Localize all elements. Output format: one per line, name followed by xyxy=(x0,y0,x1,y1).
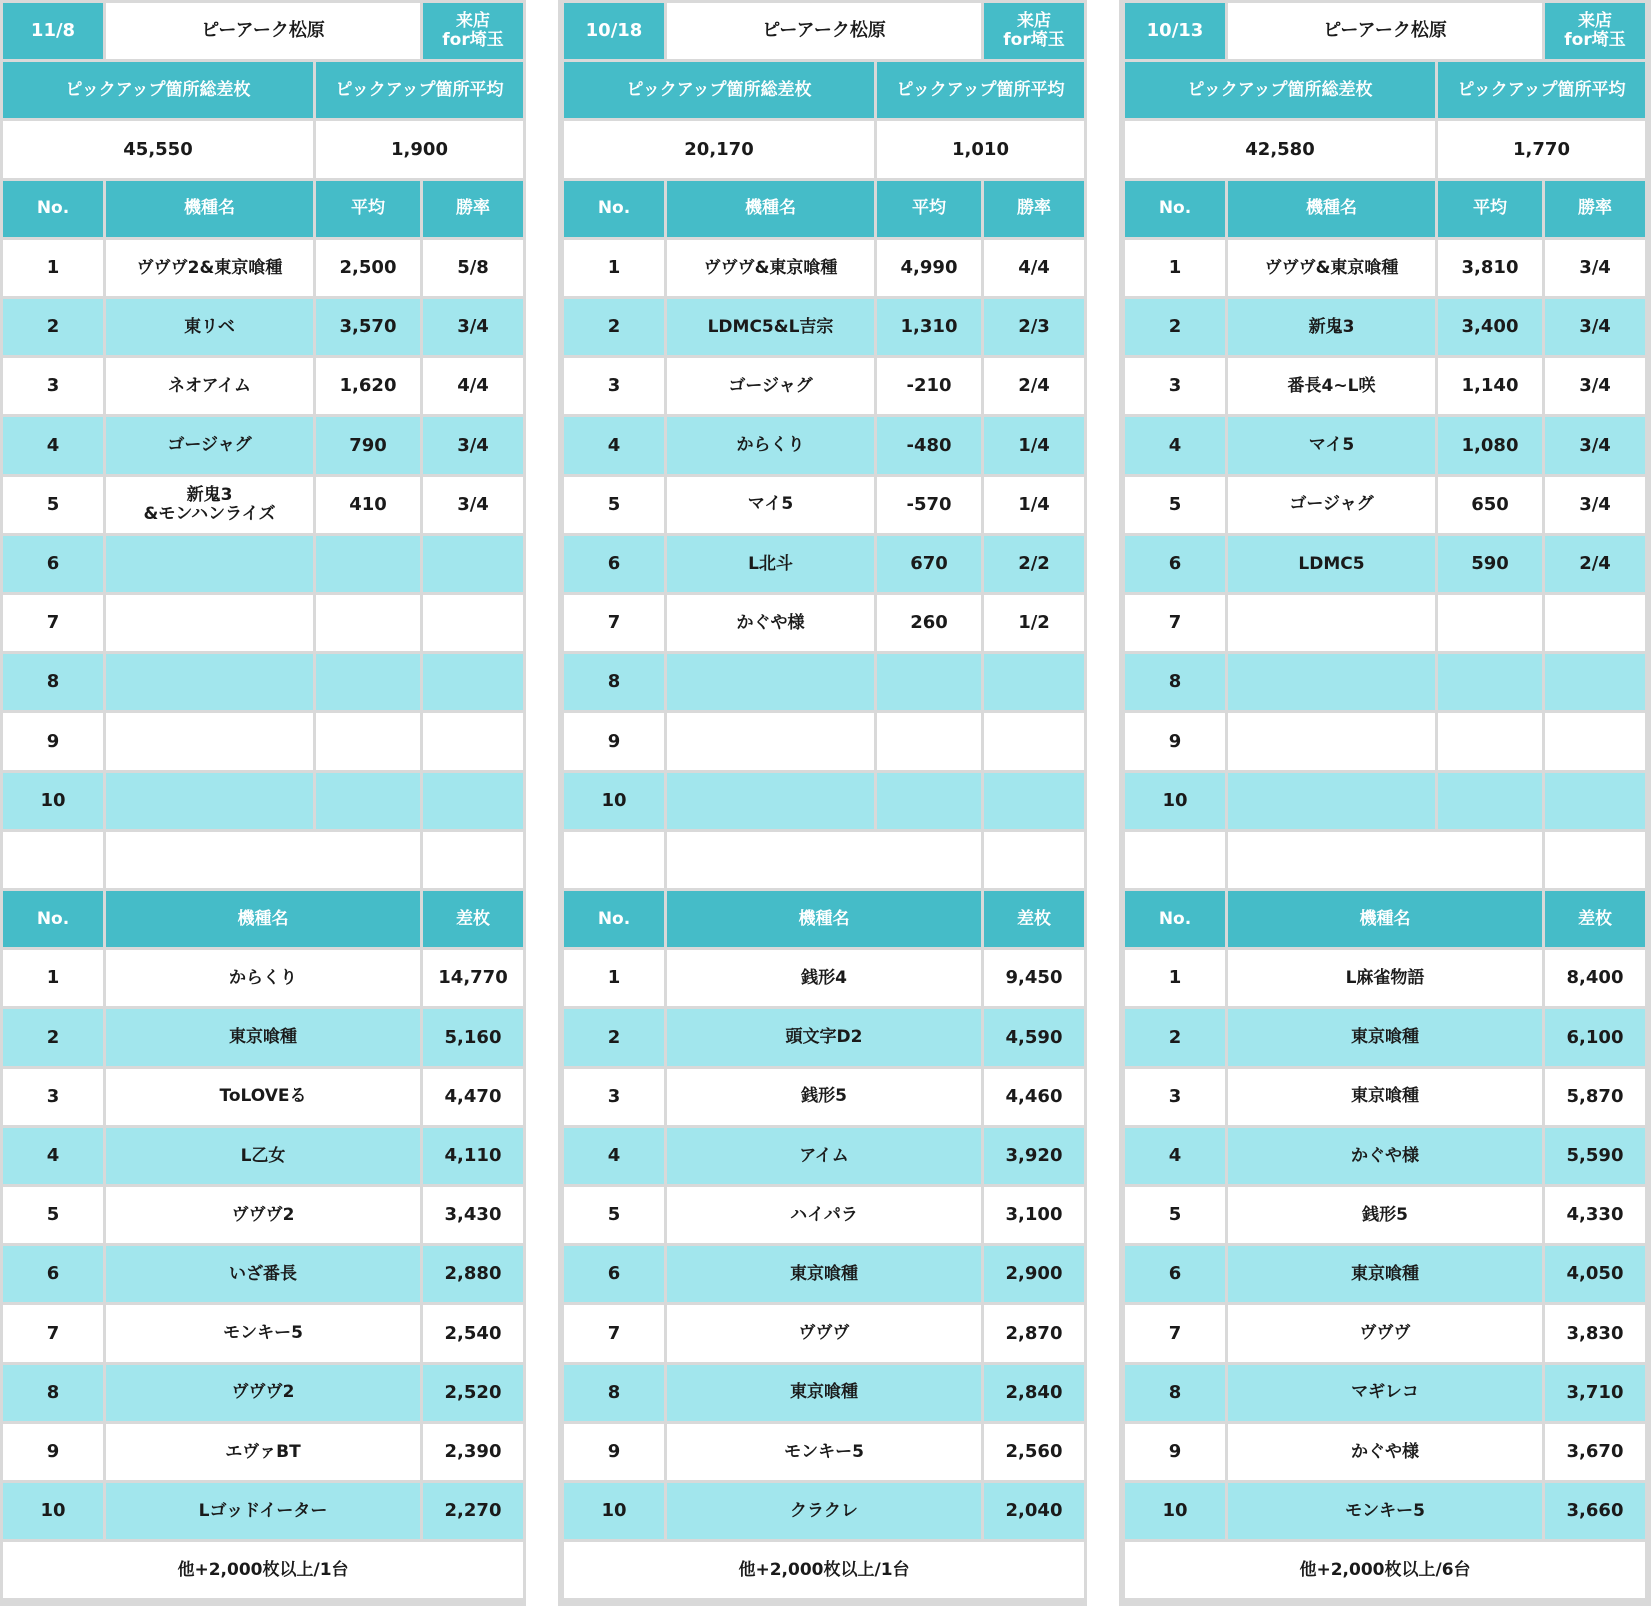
pickup-row-no: 9 xyxy=(564,713,664,769)
blank-cell xyxy=(423,832,523,888)
blank-cell xyxy=(1125,832,1225,888)
pickup-row-no: 9 xyxy=(1125,713,1225,769)
rank-row-no: 9 xyxy=(564,1424,664,1480)
pickup-row-name xyxy=(106,595,313,651)
pickup-row-rate: 3/4 xyxy=(1545,358,1645,414)
pickup-row-no: 4 xyxy=(1125,417,1225,473)
rank-row-name: 東京喰種 xyxy=(667,1246,981,1302)
rank-row-no: 7 xyxy=(1125,1305,1225,1361)
rank-row-no: 9 xyxy=(3,1424,103,1480)
pickup-row-avg xyxy=(877,773,981,829)
rank-row-name: からくり xyxy=(106,950,420,1006)
pickup-row-name xyxy=(667,654,874,710)
pickup-row-rate xyxy=(984,654,1084,710)
date-cell: 10/18 xyxy=(564,3,664,59)
pickup-row-no: 4 xyxy=(564,417,664,473)
pickup-row-avg: 410 xyxy=(316,477,420,533)
rank-row-name: 頭文字D2 xyxy=(667,1009,981,1065)
pickup-row-name xyxy=(1228,595,1435,651)
pickup-row-no: 2 xyxy=(3,299,103,355)
pickup-row-rate xyxy=(1545,773,1645,829)
blank-cell xyxy=(984,832,1084,888)
rank-row-diff: 5,160 xyxy=(423,1009,523,1065)
pickup-row-name: ゴージャグ xyxy=(1228,477,1435,533)
pickup-row-no: 10 xyxy=(564,773,664,829)
rank-row-name: モンキー5 xyxy=(667,1424,981,1480)
pickup-total-label: ピックアップ箇所総差枚 xyxy=(564,62,874,118)
rank-row-name: マギレコ xyxy=(1228,1365,1542,1421)
pickup-row-rate: 1/2 xyxy=(984,595,1084,651)
pickup-row-no: 2 xyxy=(1125,299,1225,355)
rank-header-name: 機種名 xyxy=(667,891,981,947)
rank-row-diff: 2,840 xyxy=(984,1365,1084,1421)
pickup-row-rate: 3/4 xyxy=(1545,477,1645,533)
rank-row-name: いざ番長 xyxy=(106,1246,420,1302)
visit-badge: 来店 for埼玉 xyxy=(423,3,523,59)
pickup-row-name: 新鬼3 &モンハンライズ xyxy=(106,477,313,533)
rank-row-diff: 2,040 xyxy=(984,1483,1084,1539)
pickup-row-no: 7 xyxy=(1125,595,1225,651)
pickup-row-name: ゴージャグ xyxy=(106,417,313,473)
rank-header-name: 機種名 xyxy=(1228,891,1542,947)
rank-row-no: 7 xyxy=(564,1305,664,1361)
pickup-row-no: 3 xyxy=(3,358,103,414)
blank-cell xyxy=(3,832,103,888)
rank-row-no: 5 xyxy=(3,1187,103,1243)
rank-row-name: 銭形4 xyxy=(667,950,981,1006)
rank-row-no: 6 xyxy=(1125,1246,1225,1302)
pickup-row-rate xyxy=(984,713,1084,769)
rank-row-diff: 2,520 xyxy=(423,1365,523,1421)
col-header-no: No. xyxy=(3,181,103,237)
rank-row-name: アイム xyxy=(667,1128,981,1184)
pickup-row-rate xyxy=(1545,595,1645,651)
rank-row-no: 6 xyxy=(3,1246,103,1302)
pickup-row-name: からくり xyxy=(667,417,874,473)
rank-row-no: 3 xyxy=(3,1069,103,1125)
pickup-row-avg: 790 xyxy=(316,417,420,473)
rank-row-diff: 3,100 xyxy=(984,1187,1084,1243)
col-header-rate: 勝率 xyxy=(1545,181,1645,237)
pickup-row-no: 6 xyxy=(1125,536,1225,592)
blank-cell xyxy=(667,832,981,888)
rank-row-no: 6 xyxy=(564,1246,664,1302)
rank-row-no: 2 xyxy=(1125,1009,1225,1065)
pickup-row-no: 9 xyxy=(3,713,103,769)
pickup-row-avg xyxy=(316,773,420,829)
pickup-row-name xyxy=(667,773,874,829)
pickup-row-avg: 3,810 xyxy=(1438,240,1542,296)
rank-row-no: 5 xyxy=(564,1187,664,1243)
blank-cell xyxy=(564,832,664,888)
pickup-row-no: 10 xyxy=(3,773,103,829)
pickup-row-avg: 1,620 xyxy=(316,358,420,414)
pickup-row-rate xyxy=(423,773,523,829)
pickup-row-no: 8 xyxy=(3,654,103,710)
rank-row-no: 3 xyxy=(1125,1069,1225,1125)
panel-spacer xyxy=(1084,0,1122,1606)
pickup-avg-label: ピックアップ箇所平均 xyxy=(316,62,523,118)
rank-row-diff: 4,470 xyxy=(423,1069,523,1125)
rank-row-no: 2 xyxy=(564,1009,664,1065)
pickup-row-avg: 590 xyxy=(1438,536,1542,592)
rank-row-diff: 8,400 xyxy=(1545,950,1645,1006)
pickup-row-rate: 2/4 xyxy=(984,358,1084,414)
rank-header-name: 機種名 xyxy=(106,891,420,947)
footer-note: 他+2,000枚以上/1台 xyxy=(3,1542,523,1598)
rank-row-name: 東京喰種 xyxy=(106,1009,420,1065)
pickup-row-avg xyxy=(877,713,981,769)
rank-row-name: ヴヴヴ2 xyxy=(106,1365,420,1421)
rank-row-diff: 4,110 xyxy=(423,1128,523,1184)
rank-row-no: 8 xyxy=(3,1365,103,1421)
col-header-name: 機種名 xyxy=(106,181,313,237)
pickup-row-rate: 3/4 xyxy=(1545,299,1645,355)
pickup-row-rate: 3/4 xyxy=(1545,417,1645,473)
pickup-row-name: L北斗 xyxy=(667,536,874,592)
panel-spacer xyxy=(523,0,561,1606)
pickup-row-avg: 3,400 xyxy=(1438,299,1542,355)
visit-badge: 来店 for埼玉 xyxy=(1545,3,1645,59)
pickup-row-no: 6 xyxy=(564,536,664,592)
col-header-no: No. xyxy=(1125,181,1225,237)
pickup-row-rate: 3/4 xyxy=(423,299,523,355)
pickup-row-name xyxy=(667,713,874,769)
rank-row-name: 銭形5 xyxy=(1228,1187,1542,1243)
rank-row-no: 10 xyxy=(3,1483,103,1539)
rank-row-diff: 2,540 xyxy=(423,1305,523,1361)
pickup-row-name: ネオアイム xyxy=(106,358,313,414)
rank-row-diff: 3,920 xyxy=(984,1128,1084,1184)
pickup-row-no: 1 xyxy=(3,240,103,296)
store-name: ピーアーク松原 xyxy=(106,3,420,59)
pickup-row-no: 5 xyxy=(1125,477,1225,533)
pickup-row-name xyxy=(106,713,313,769)
rank-row-name: 銭形5 xyxy=(667,1069,981,1125)
rank-row-no: 8 xyxy=(564,1365,664,1421)
rank-row-diff: 4,460 xyxy=(984,1069,1084,1125)
pickup-row-no: 2 xyxy=(564,299,664,355)
pickup-row-rate: 4/4 xyxy=(984,240,1084,296)
pickup-row-avg: 1,140 xyxy=(1438,358,1542,414)
col-header-rate: 勝率 xyxy=(984,181,1084,237)
pickup-row-no: 7 xyxy=(564,595,664,651)
pickup-row-rate xyxy=(423,654,523,710)
rank-row-no: 4 xyxy=(564,1128,664,1184)
rank-row-name: ToLOVEる xyxy=(106,1069,420,1125)
col-header-name: 機種名 xyxy=(667,181,874,237)
pickup-row-name: 番長4~L咲 xyxy=(1228,358,1435,414)
pickup-row-avg: 2,500 xyxy=(316,240,420,296)
pickup-row-name: ヴヴヴ&東京喰種 xyxy=(1228,240,1435,296)
pickup-row-avg xyxy=(1438,773,1542,829)
pickup-row-avg: -480 xyxy=(877,417,981,473)
footer-note: 他+2,000枚以上/6台 xyxy=(1125,1542,1645,1598)
pickup-row-name: 東リベ xyxy=(106,299,313,355)
pickup-row-avg: -210 xyxy=(877,358,981,414)
pickup-row-avg xyxy=(1438,654,1542,710)
pickup-row-rate xyxy=(984,773,1084,829)
col-header-no: No. xyxy=(564,181,664,237)
rank-row-no: 7 xyxy=(3,1305,103,1361)
rank-row-name: かぐや様 xyxy=(1228,1424,1542,1480)
rank-row-no: 1 xyxy=(564,950,664,1006)
pickup-row-rate xyxy=(423,595,523,651)
rank-header-diff: 差枚 xyxy=(423,891,523,947)
rank-row-diff: 3,830 xyxy=(1545,1305,1645,1361)
pickup-row-no: 8 xyxy=(564,654,664,710)
rank-row-diff: 5,590 xyxy=(1545,1128,1645,1184)
visit-badge: 来店 for埼玉 xyxy=(984,3,1084,59)
rank-row-diff: 3,660 xyxy=(1545,1483,1645,1539)
col-header-rate: 勝率 xyxy=(423,181,523,237)
rank-row-diff: 4,330 xyxy=(1545,1187,1645,1243)
store-name: ピーアーク松原 xyxy=(667,3,981,59)
pickup-row-no: 5 xyxy=(564,477,664,533)
footer-note: 他+2,000枚以上/1台 xyxy=(564,1542,1084,1598)
pickup-row-name: マイ5 xyxy=(667,477,874,533)
rank-row-name: クラクレ xyxy=(667,1483,981,1539)
pickup-row-rate xyxy=(1545,713,1645,769)
pickup-row-name xyxy=(1228,773,1435,829)
rank-row-diff: 3,430 xyxy=(423,1187,523,1243)
pickup-row-no: 5 xyxy=(3,477,103,533)
pickup-row-name xyxy=(106,654,313,710)
rank-row-no: 8 xyxy=(1125,1365,1225,1421)
pickup-row-name: 新鬼3 xyxy=(1228,299,1435,355)
pickup-row-no: 3 xyxy=(1125,358,1225,414)
rank-row-no: 4 xyxy=(3,1128,103,1184)
pickup-row-rate: 3/4 xyxy=(423,477,523,533)
rank-row-name: ヴヴヴ2 xyxy=(106,1187,420,1243)
col-header-avg: 平均 xyxy=(1438,181,1542,237)
rank-header-no: No. xyxy=(1125,891,1225,947)
rank-row-no: 10 xyxy=(1125,1483,1225,1539)
rank-row-no: 5 xyxy=(1125,1187,1225,1243)
pickup-row-avg: 3,570 xyxy=(316,299,420,355)
pickup-row-rate: 2/2 xyxy=(984,536,1084,592)
rank-row-name: 東京喰種 xyxy=(1228,1246,1542,1302)
rank-row-no: 10 xyxy=(564,1483,664,1539)
pickup-row-avg xyxy=(1438,595,1542,651)
col-header-avg: 平均 xyxy=(877,181,981,237)
rank-row-diff: 4,590 xyxy=(984,1009,1084,1065)
rank-row-diff: 2,880 xyxy=(423,1246,523,1302)
rank-header-diff: 差枚 xyxy=(1545,891,1645,947)
pickup-row-rate xyxy=(1545,654,1645,710)
pickup-row-no: 3 xyxy=(564,358,664,414)
pickup-row-avg xyxy=(316,536,420,592)
rank-row-diff: 6,100 xyxy=(1545,1009,1645,1065)
pickup-row-avg: 260 xyxy=(877,595,981,651)
rank-row-no: 3 xyxy=(564,1069,664,1125)
pickup-avg-value: 1,010 xyxy=(877,121,1084,177)
rank-row-diff: 2,900 xyxy=(984,1246,1084,1302)
pickup-row-rate: 4/4 xyxy=(423,358,523,414)
rank-row-diff: 2,270 xyxy=(423,1483,523,1539)
blank-cell xyxy=(1545,832,1645,888)
pickup-row-name: LDMC5&L吉宗 xyxy=(667,299,874,355)
pickup-total-value: 42,580 xyxy=(1125,121,1435,177)
rank-row-diff: 14,770 xyxy=(423,950,523,1006)
rank-row-name: エヴァBT xyxy=(106,1424,420,1480)
pickup-total-label: ピックアップ箇所総差枚 xyxy=(3,62,313,118)
rank-header-diff: 差枚 xyxy=(984,891,1084,947)
pickup-row-no: 4 xyxy=(3,417,103,473)
rank-row-diff: 4,050 xyxy=(1545,1246,1645,1302)
rank-row-diff: 3,710 xyxy=(1545,1365,1645,1421)
rank-row-name: 東京喰種 xyxy=(1228,1009,1542,1065)
pickup-row-avg: 1,080 xyxy=(1438,417,1542,473)
pickup-row-avg: 4,990 xyxy=(877,240,981,296)
pickup-avg-label: ピックアップ箇所平均 xyxy=(877,62,1084,118)
pickup-row-no: 8 xyxy=(1125,654,1225,710)
rank-row-name: L乙女 xyxy=(106,1128,420,1184)
pickup-row-name: マイ5 xyxy=(1228,417,1435,473)
pickup-row-no: 1 xyxy=(1125,240,1225,296)
rank-row-name: モンキー5 xyxy=(106,1305,420,1361)
pickup-row-name: ゴージャグ xyxy=(667,358,874,414)
pickup-row-no: 7 xyxy=(3,595,103,651)
rank-row-name: Lゴッドイーター xyxy=(106,1483,420,1539)
blank-cell xyxy=(1228,832,1542,888)
store-name: ピーアーク松原 xyxy=(1228,3,1542,59)
pickup-row-rate: 1/4 xyxy=(984,417,1084,473)
pickup-row-avg xyxy=(316,654,420,710)
pickup-row-name: ヴヴヴ2&東京喰種 xyxy=(106,240,313,296)
rank-row-name: モンキー5 xyxy=(1228,1483,1542,1539)
pickup-total-value: 45,550 xyxy=(3,121,313,177)
rank-row-diff: 2,560 xyxy=(984,1424,1084,1480)
rank-row-no: 4 xyxy=(1125,1128,1225,1184)
pickup-row-avg: 670 xyxy=(877,536,981,592)
pickup-row-rate: 3/4 xyxy=(423,417,523,473)
pickup-row-name: LDMC5 xyxy=(1228,536,1435,592)
pickup-row-avg xyxy=(316,713,420,769)
col-header-name: 機種名 xyxy=(1228,181,1435,237)
rank-row-name: かぐや様 xyxy=(1228,1128,1542,1184)
pickup-row-avg: -570 xyxy=(877,477,981,533)
rank-row-name: ハイパラ xyxy=(667,1187,981,1243)
rank-row-diff: 2,870 xyxy=(984,1305,1084,1361)
rank-row-no: 1 xyxy=(3,950,103,1006)
pickup-row-name xyxy=(1228,654,1435,710)
rank-row-diff: 5,870 xyxy=(1545,1069,1645,1125)
pickup-avg-value: 1,770 xyxy=(1438,121,1645,177)
pickup-row-avg: 1,310 xyxy=(877,299,981,355)
rank-row-name: L麻雀物語 xyxy=(1228,950,1542,1006)
pickup-row-rate: 5/8 xyxy=(423,240,523,296)
date-cell: 10/13 xyxy=(1125,3,1225,59)
rank-row-name: ヴヴヴ xyxy=(1228,1305,1542,1361)
pickup-row-rate: 3/4 xyxy=(1545,240,1645,296)
blank-cell xyxy=(106,832,420,888)
pickup-row-name xyxy=(1228,713,1435,769)
pickup-row-no: 10 xyxy=(1125,773,1225,829)
pickup-row-avg xyxy=(1438,713,1542,769)
pickup-row-avg xyxy=(877,654,981,710)
rank-row-no: 1 xyxy=(1125,950,1225,1006)
col-header-avg: 平均 xyxy=(316,181,420,237)
pickup-row-name xyxy=(106,773,313,829)
pickup-row-no: 6 xyxy=(3,536,103,592)
rank-row-diff: 9,450 xyxy=(984,950,1084,1006)
rank-row-name: ヴヴヴ xyxy=(667,1305,981,1361)
rank-row-diff: 3,670 xyxy=(1545,1424,1645,1480)
pickup-row-avg xyxy=(316,595,420,651)
rank-row-diff: 2,390 xyxy=(423,1424,523,1480)
pickup-row-rate: 1/4 xyxy=(984,477,1084,533)
rank-row-name: 東京喰種 xyxy=(1228,1069,1542,1125)
pickup-avg-label: ピックアップ箇所平均 xyxy=(1438,62,1645,118)
pickup-row-rate: 2/4 xyxy=(1545,536,1645,592)
date-cell: 11/8 xyxy=(3,3,103,59)
rank-header-no: No. xyxy=(564,891,664,947)
pickup-row-rate xyxy=(423,713,523,769)
rank-row-name: 東京喰種 xyxy=(667,1365,981,1421)
pickup-row-rate: 2/3 xyxy=(984,299,1084,355)
rank-row-no: 9 xyxy=(1125,1424,1225,1480)
pickup-total-value: 20,170 xyxy=(564,121,874,177)
pickup-row-avg: 650 xyxy=(1438,477,1542,533)
pickup-row-name: ヴヴヴ&東京喰種 xyxy=(667,240,874,296)
rank-row-no: 2 xyxy=(3,1009,103,1065)
pickup-total-label: ピックアップ箇所総差枚 xyxy=(1125,62,1435,118)
pickup-row-no: 1 xyxy=(564,240,664,296)
pickup-avg-value: 1,900 xyxy=(316,121,523,177)
pickup-row-name: かぐや様 xyxy=(667,595,874,651)
rank-header-no: No. xyxy=(3,891,103,947)
pickup-row-rate xyxy=(423,536,523,592)
pickup-row-name xyxy=(106,536,313,592)
